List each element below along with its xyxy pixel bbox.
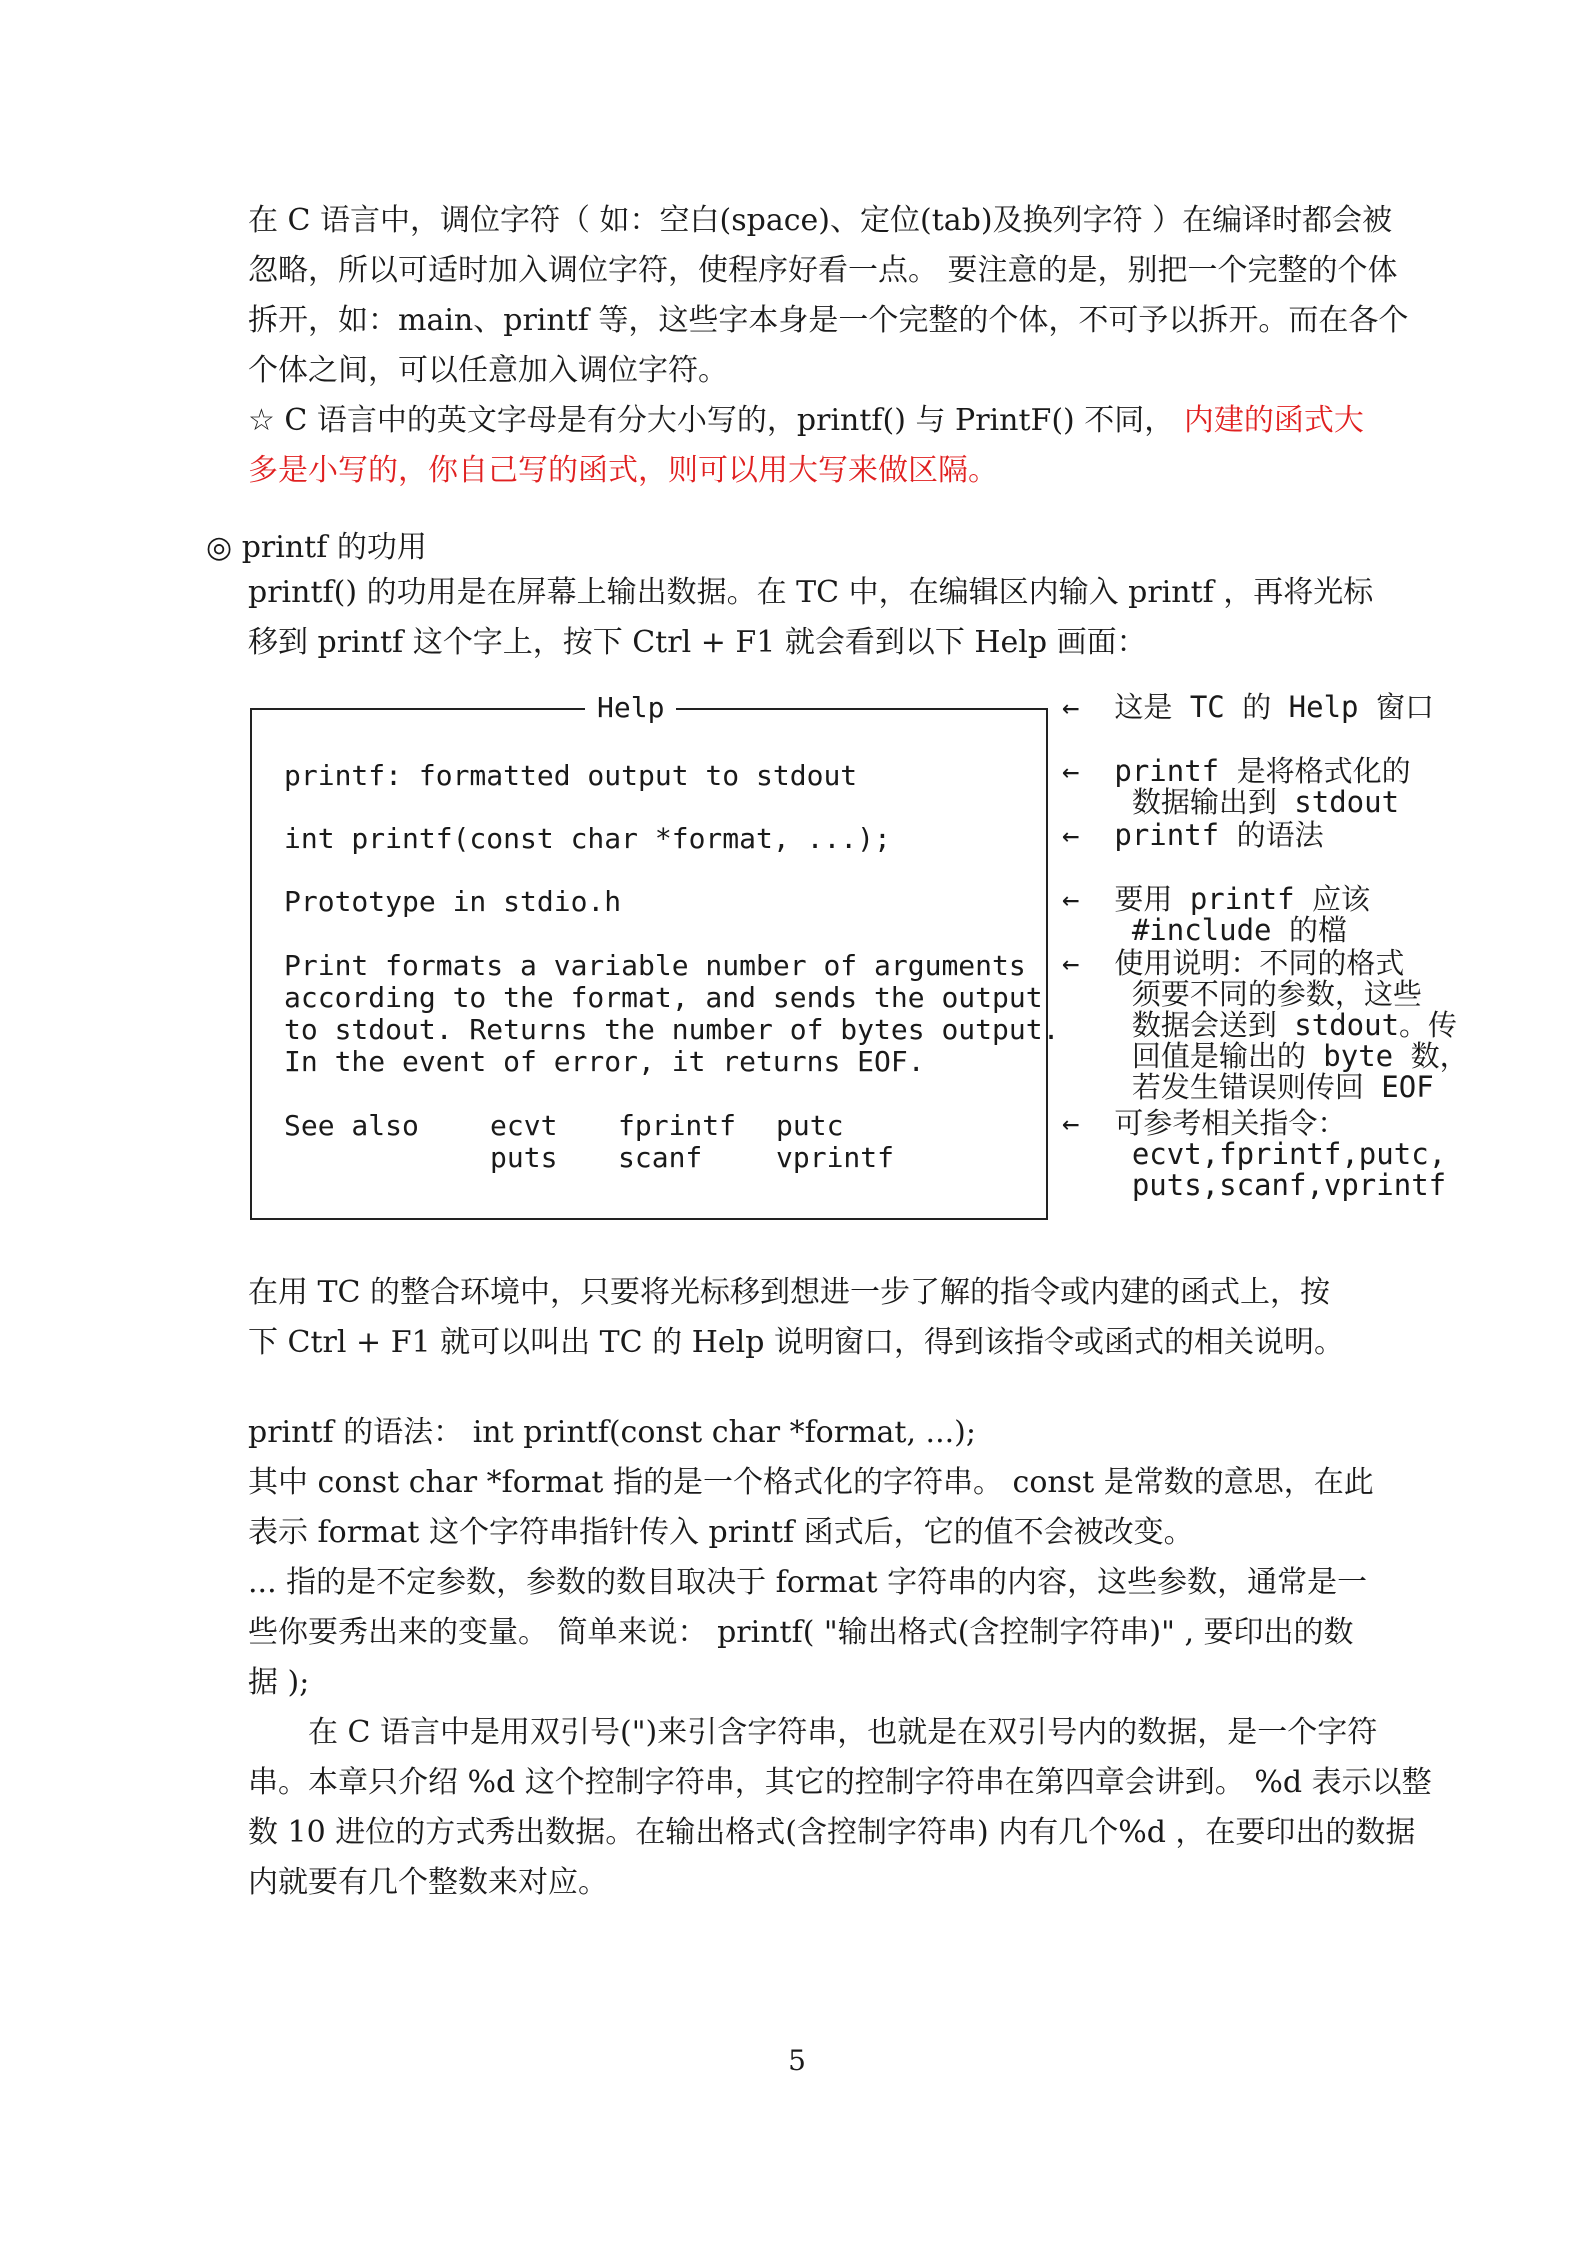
- para1-line2: 忽略，所以可适时加入调位字符，使程序好看一点。 要注意的是，别把一个完整的个体: [248, 253, 1398, 288]
- annotation-summary: ← printf 是将格式化的 数据输出到 stdout: [1062, 754, 1411, 819]
- para2-line1: printf() 的功用是在屏幕上输出数据。在 TC 中，在编辑区内输入 printf ，再将光标: [248, 575, 1374, 610]
- para4-line6: 据 );: [248, 1665, 310, 1700]
- para4-line3: 表示 format 这个字符串指针传入 printf 函式后，它的值不会被改变。: [248, 1515, 1194, 1550]
- section-heading: ◎ printf 的功用: [206, 530, 427, 565]
- annotation-syntax: ← printf 的语法: [1062, 818, 1324, 852]
- para1-line3: 拆开，如：main、printf 等，这些字本身是一个完整的个体，不可予以拆开。而在各个: [248, 303, 1409, 338]
- help-prototype-line: Prototype in stdio.h: [284, 885, 622, 918]
- help-syntax-line: int printf(const char *format, ...);: [284, 822, 891, 855]
- help-summary-line: printf: formatted output to stdout: [284, 759, 858, 792]
- para5-line2: 串。本章只介绍 %d 这个控制字符串，其它的控制字符串在第四章会讲到。 %d 表示以整: [248, 1765, 1432, 1800]
- annotation-see-also: ← 可参考相关指令： ecvt,fprintf,putc, puts,scanf,vprintf: [1062, 1106, 1447, 1202]
- para5-line3: 数 10 进位的方式秀出数据。在输出格式(含控制字符串) 内有几个%d ，在要印出的数据: [248, 1815, 1416, 1850]
- help-window-title: Help: [585, 688, 676, 728]
- star-note-line1: [248, 396, 1478, 446]
- star-note-red-2: 多是小写的，你自己写的函式，则可以用大写来做区隔。: [248, 453, 998, 488]
- help-see-also-col3: putc vprintf: [776, 1109, 895, 1174]
- help-see-also-col1: ecvt puts: [490, 1109, 558, 1174]
- para1-line4: 个体之间，可以任意加入调位字符。: [248, 353, 728, 388]
- page-number: 5: [788, 2044, 806, 2077]
- para3-line2: 下 Ctrl + F1 就可以叫出 TC 的 Help 说明窗口，得到该指令或函式的相关说明。: [248, 1325, 1344, 1360]
- para4-line1: printf 的语法： int printf(const char *format, ...);: [248, 1415, 976, 1450]
- para2-line2: 移到 printf 这个字上，按下 Ctrl + F1 就会看到以下 Help 画面：: [248, 625, 1147, 660]
- star-note-text: ☆ C 语言中的英文字母是有分大小写的，printf() 与 PrintF() 不同，: [248, 403, 1184, 438]
- annotation-window: ← 这是 TC 的 Help 窗口: [1062, 690, 1434, 724]
- help-see-also-col2: fprintf scanf: [618, 1109, 737, 1174]
- para1-line1: 在 C 语言中，调位字符（ 如：空白(space)、定位(tab)及换列字符 ）在编译时都会被: [248, 203, 1393, 238]
- help-description: Print formats a variable number of arguments according to the format, and sends the output to stdout. Returns the number of bytes output. In the event of error, it returns EOF.: [284, 949, 1060, 1078]
- para4-line2: 其中 const char *format 指的是一个格式化的字符串。 const 是常数的意思，在此: [248, 1465, 1374, 1500]
- help-see-also-label: See also: [284, 1109, 419, 1142]
- star-note-red-1: 内建的函式大: [1183, 403, 1364, 438]
- para5-line1: 在 C 语言中是用双引号(")来引含字符串，也就是在双引号内的数据，是一个字符: [248, 1715, 1378, 1750]
- annotation-prototype: ← 要用 printf 应该 #include 的檔: [1062, 882, 1371, 947]
- para4-line4: ... 指的是不定参数，参数的数目取决于 format 字符串的内容，这些参数，通常是一: [248, 1565, 1368, 1600]
- annotation-description: ← 使用说明：不同的格式 须要不同的参数，这些 数据会送到 stdout。传 回值是输出的 byte 数， 若发生错误则传回 EOF: [1062, 946, 1469, 1104]
- para3-line1: 在用 TC 的整合环境中，只要将光标移到想进一步了解的指令或内建的函式上，按: [248, 1275, 1331, 1310]
- para4-line5: 些你要秀出来的变量。 简单来说： printf( "输出格式(含控制字符串)" , 要印出的数: [248, 1615, 1354, 1650]
- para5-line4: 内就要有几个整数来对应。: [248, 1865, 608, 1900]
